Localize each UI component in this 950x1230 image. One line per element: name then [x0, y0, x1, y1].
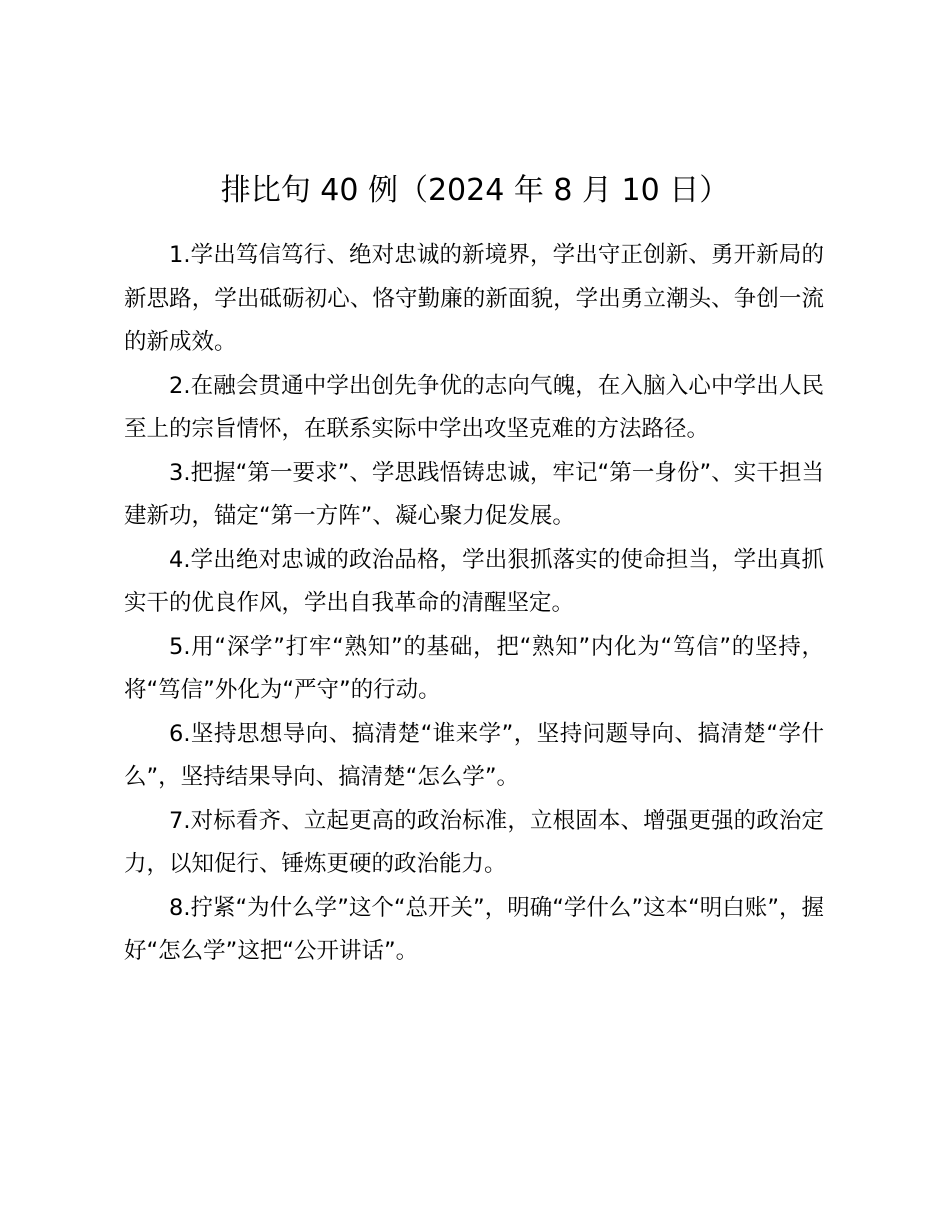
paragraph-2: 2.在融会贯通中学出创先争优的志向气魄，在入脑入心中学出人民至上的宗旨情怀，在联系实际中学出攻坚克难的方法路径。 [124, 372, 824, 442]
paragraph-3: 3.把握“第一要求”、学思践悟铸忠诚，牢记“第一身份”、实干担当建新功，锚定“第一方阵”、凝心聚力促发展。 [124, 459, 824, 529]
paragraph-8: 8.拧紧“为什么学”这个“总开关”，明确“学什么”这本“明白账”，握好“怎么学”这把“公开讲话”。 [124, 894, 824, 964]
paragraph-4: 4.学出绝对忠诚的政治品格，学出狠抓落实的使命担当，学出真抓实干的优良作风，学出自我革命的清醒坚定。 [124, 546, 824, 616]
paragraph-6: 6.坚持思想导向、搞清楚“谁来学”，坚持问题导向、搞清楚“学什么”，坚持结果导向、搞清楚“怎么学”。 [124, 720, 824, 790]
document-body [124, 234, 824, 974]
paragraph-7: 7.对标看齐、立起更高的政治标准，立根固本、增强更强的政治定力，以知促行、锤炼更硬的政治能力。 [124, 807, 824, 877]
paragraph-1: 1.学出笃信笃行、绝对忠诚的新境界，学出守正创新、勇开新局的新思路，学出砥砺初心、恪守勤廉的新面貌，学出勇立潮头、争创一流的新成效。 [124, 242, 824, 355]
document-title: 排比句 40 例（2024 年 8 月 10 日） [220, 173, 730, 208]
paragraph-5: 5.用“深学”打牢“熟知”的基础，把“熟知”内化为“笃信”的坚持，将“笃信”外化为“严守”的行动。 [124, 633, 824, 703]
